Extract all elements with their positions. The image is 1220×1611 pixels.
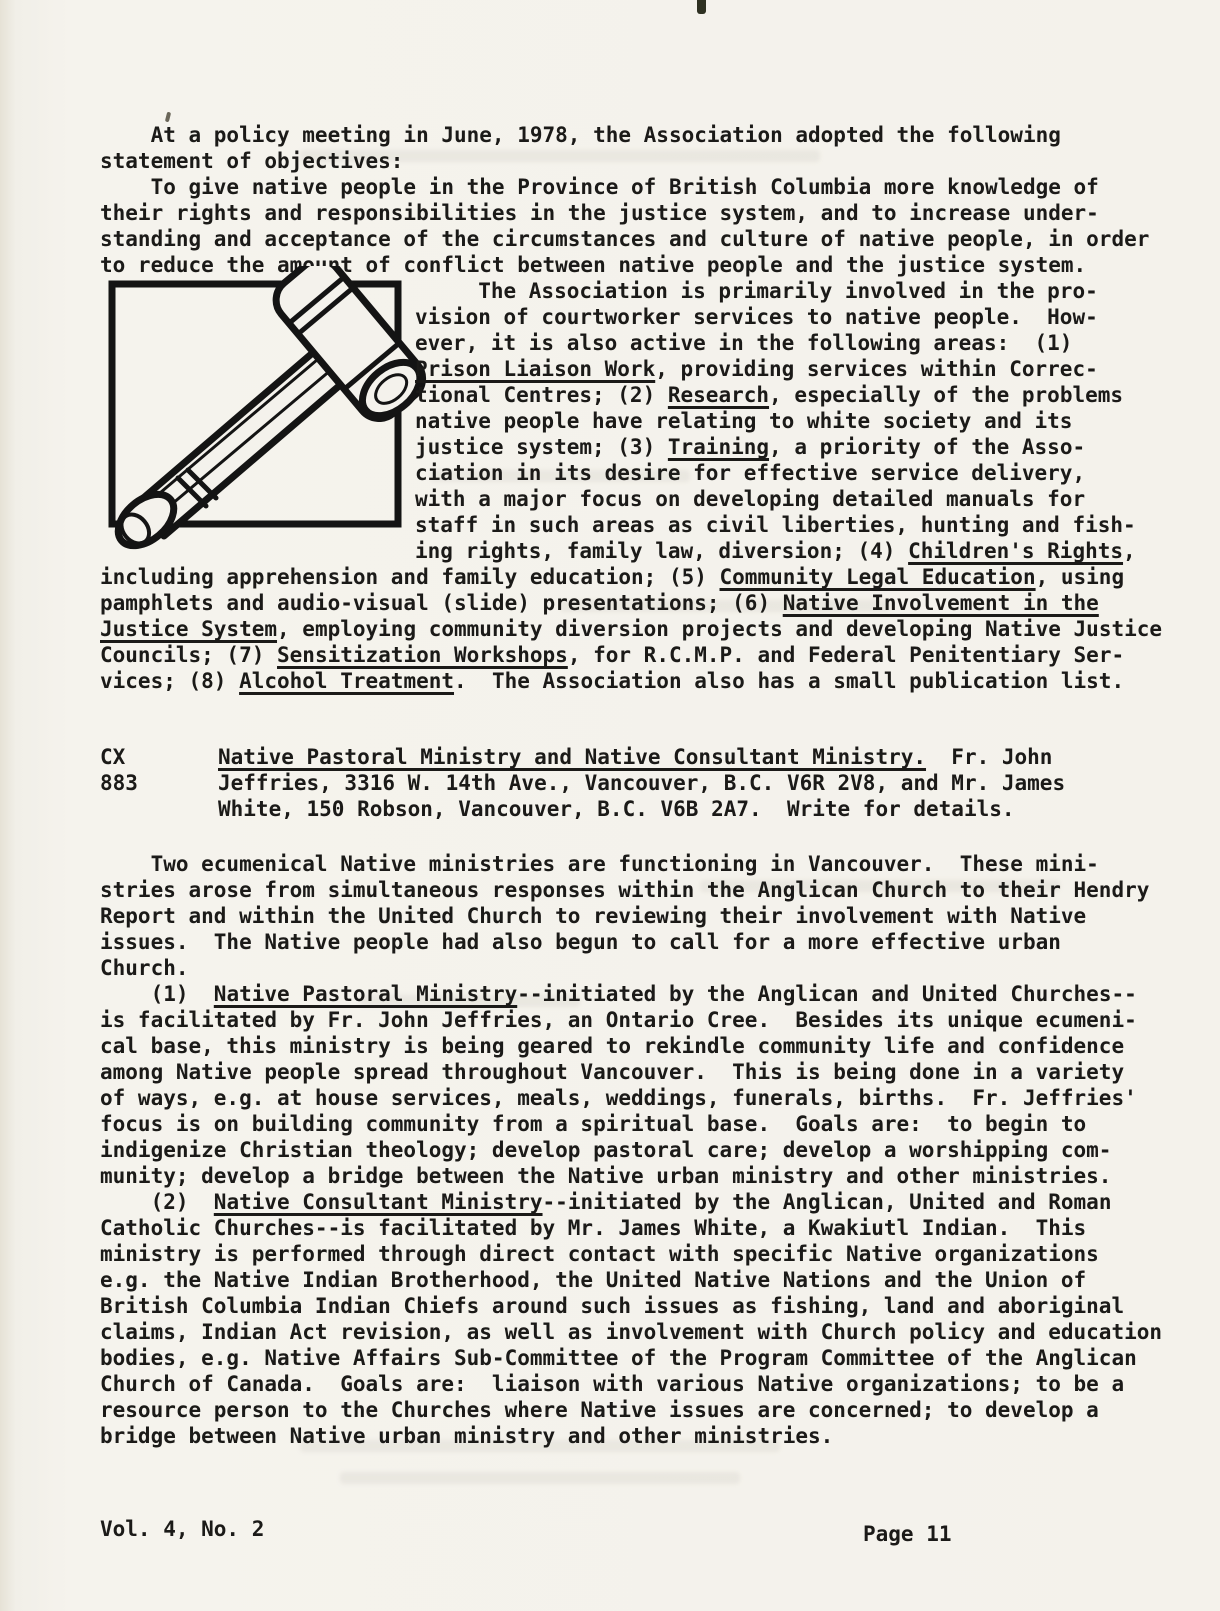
text-line: Church. xyxy=(100,956,189,980)
text-line: British Columbia Indian Chiefs around such issues as fishing, land and aboriginal xyxy=(100,1294,1125,1318)
text-line: is facilitated by Fr. John Jeffries, an Ontario Cree. Besides its unique ecumeni- xyxy=(100,1008,1137,1032)
text-line: Catholic Churches--is facilitated by Mr. James White, a Kwakiutl Indian. This xyxy=(100,1216,1087,1240)
text-line: staff in such areas as civil liberties, hunting and fish- xyxy=(415,513,1136,537)
text-line: with a major focus on developing detailed manuals for xyxy=(415,487,1086,511)
text-line: (2) Native Consultant Ministry--initiated by the Anglican, United and Roman xyxy=(100,1190,1112,1214)
text-line: tional Centres; (2) Research, especially of the problems xyxy=(415,383,1124,407)
text-line: stries arose from simultaneous responses within the Anglican Church to their Hendry xyxy=(100,878,1150,902)
text-line: Jeffries, 3316 W. 14th Ave., Vancouver, B.C. V6R 2V8, and Mr. James xyxy=(218,771,1066,795)
text-line: focus is on building community from a spiritual base. Goals are: to begin to xyxy=(100,1112,1087,1136)
text-line: To give native people in the Province of British Columbia more knowledge of xyxy=(100,175,1099,199)
text-line: 883 xyxy=(100,771,138,795)
text-line: vices; (8) Alcohol Treatment. The Association also has a small publication list. xyxy=(100,669,1125,693)
text-line: (1) Native Pastoral Ministry--initiated by the Anglican and United Churches-- xyxy=(100,982,1137,1006)
text-line: standing and acceptance of the circumstances and culture of native people, in order xyxy=(100,227,1150,251)
paragraph-activities-wrapped xyxy=(415,278,1136,564)
text-line: among Native people spread throughout Vancouver. This is being done in a variety xyxy=(100,1060,1125,1084)
text-line: Justice System, employing community diversion projects and developing Native Justice xyxy=(100,617,1163,641)
text-line: ministry is performed through direct contact with specific Native organizations xyxy=(100,1242,1099,1266)
scan-artifact-speck xyxy=(165,112,171,123)
text-line: Church of Canada. Goals are: liaison with various Native organizations; to be a xyxy=(100,1372,1125,1396)
text-line: vision of courtworker services to native people. How- xyxy=(415,305,1098,329)
text-line: CX xyxy=(100,745,126,769)
listing-code xyxy=(100,744,138,796)
text-line: issues. The Native people had also begun to call for a more effective urban xyxy=(100,930,1061,954)
text-line: ever, it is also active in the following areas: (1) xyxy=(415,331,1073,355)
scan-artifact-ink-mark xyxy=(697,0,706,14)
text-line: cal base, this ministry is being geared to rekindle community life and confidence xyxy=(100,1034,1125,1058)
listing-entry xyxy=(218,744,1065,822)
body-paragraphs xyxy=(100,851,1162,1449)
text-line: ing rights, family law, diversion; (4) Children's Rights, xyxy=(415,539,1136,563)
text-line: to reduce the amount of conflict between native people and the justice system. xyxy=(100,253,1087,277)
text-line: justice system; (3) Training, a priority of the Asso- xyxy=(415,435,1086,459)
text-line: At a policy meeting in June, 1978, the Association adopted the following xyxy=(100,123,1061,147)
text-line: their rights and responsibilities in the justice system, and to increase under- xyxy=(100,201,1099,225)
text-line: bridge between Native urban ministry and other ministries. xyxy=(100,1424,834,1448)
footer-page: Page 11 xyxy=(863,1522,952,1546)
text-line: pamphlets and audio-visual (slide) presentations; (6) Native Involvement in the xyxy=(100,591,1099,615)
text-line: bodies, e.g. Native Affairs Sub-Committee of the Program Committee of the Anglican xyxy=(100,1346,1137,1370)
text-line: native people have relating to white society and its xyxy=(415,409,1073,433)
text-line: The Association is primarily involved in the pro- xyxy=(415,279,1098,303)
text-line: Native Pastoral Ministry and Native Consultant Ministry. Fr. John xyxy=(218,745,1053,769)
text-line: Two ecumenical Native ministries are functioning in Vancouver. These mini- xyxy=(100,852,1099,876)
paragraph-activities-full xyxy=(100,564,1162,694)
text-line: ciation in its desire for effective service delivery, xyxy=(415,461,1086,485)
text-line: statement of objectives: xyxy=(100,149,404,173)
text-line: Report and within the United Church to reviewing their involvement with Native xyxy=(100,904,1087,928)
text-line: e.g. the Native Indian Brotherhood, the United Native Nations and the Union of xyxy=(100,1268,1087,1292)
paragraph-objectives xyxy=(100,122,1149,278)
text-line: resource person to the Churches where Native issues are concerned; to develop a xyxy=(100,1398,1099,1422)
footer-volume: Vol. 4, No. 2 xyxy=(100,1517,265,1541)
text-line: White, 150 Robson, Vancouver, B.C. V6B 2A7. Write for details. xyxy=(218,797,1015,821)
text-line: claims, Indian Act revision, as well as involvement with Church policy and education xyxy=(100,1320,1163,1344)
bleed-through-ghost xyxy=(340,1472,740,1484)
text-line: munity; develop a bridge between the Native urban ministry and other ministries. xyxy=(100,1164,1112,1188)
text-line: indigenize Christian theology; develop pastoral care; develop a worshipping com- xyxy=(100,1138,1112,1162)
text-line: including apprehension and family education; (5) Community Legal Education, using xyxy=(100,565,1125,589)
text-line: Prison Liaison Work, providing services within Correc- xyxy=(415,357,1098,381)
text-line: Councils; (7) Sensitization Workshops, for R.C.M.P. and Federal Penitentiary Ser- xyxy=(100,643,1125,667)
text-line: of ways, e.g. at house services, meals, weddings, funerals, births. Fr. Jeffries' xyxy=(100,1086,1137,1110)
